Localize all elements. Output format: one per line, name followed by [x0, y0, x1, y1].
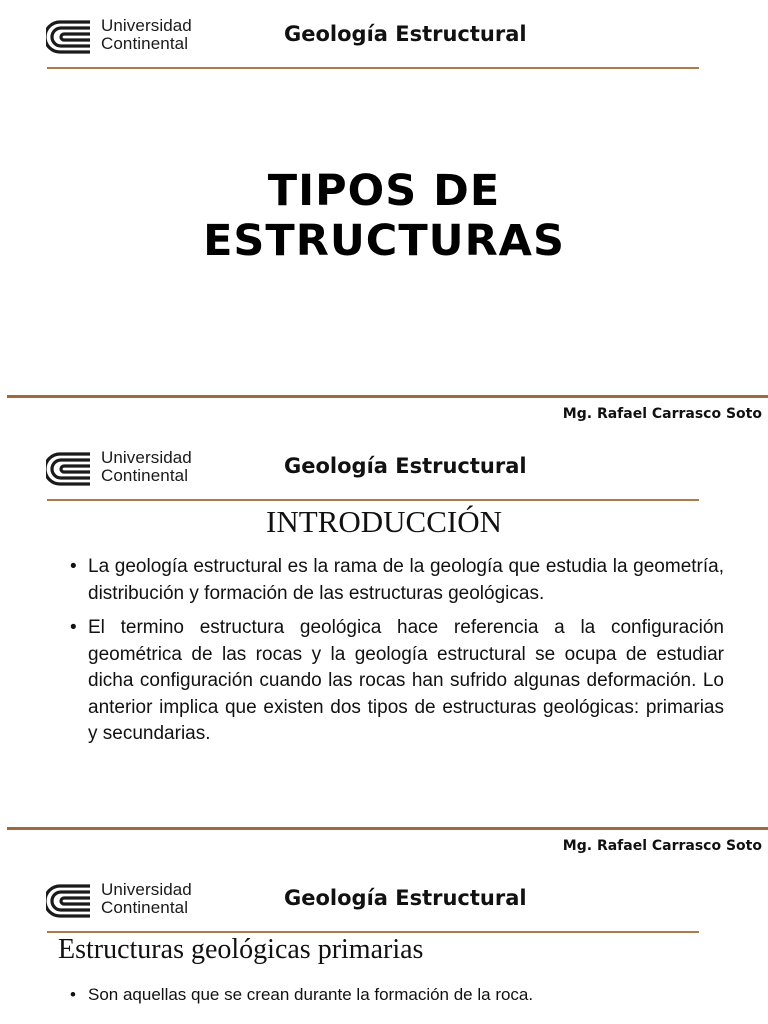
logo-mark-icon	[46, 452, 92, 486]
logo-line2: Continental	[101, 466, 189, 485]
title-line2: ESTRUCTURAS	[203, 216, 565, 266]
logo-line1: Universidad	[101, 16, 192, 35]
section-title: Estructuras geológicas primarias	[58, 934, 424, 965]
author-name: Mg. Rafael Carrasco Soto	[562, 406, 762, 422]
bullet-item: • La geología estructural es la rama de la geología que estudia la geometría, distribución y formación de las estructuras geológicas.	[70, 554, 724, 607]
logo-line2: Continental	[101, 34, 189, 53]
slide-introduction	[0, 432, 768, 864]
bullet-item: • El termino estructura geológica hace referencia a la configuración geométrica de las rocas y la geología estructural se ocupa de estudiar dicha configuración cuando las rocas han sufrido algunas deformación. Lo anterior implica que existen dos tipos de estructuras geológicas: primarias y secundarias.	[70, 615, 724, 748]
university-logo	[46, 882, 246, 920]
bullet-list	[70, 554, 724, 756]
section-title: INTRODUCCIÓN	[266, 504, 502, 539]
course-title: Geología Estructural	[284, 22, 527, 46]
slide-primary-structures	[0, 864, 768, 1024]
university-logo	[46, 18, 246, 56]
bullet-list	[70, 982, 724, 1017]
header-divider	[47, 931, 699, 933]
slide-title	[0, 0, 768, 432]
logo-line1: Universidad	[101, 880, 192, 899]
logo-line2: Continental	[101, 898, 189, 917]
header-divider	[47, 67, 699, 69]
logo-mark-icon	[46, 884, 92, 918]
university-logo	[46, 450, 246, 488]
logo-mark-icon	[46, 20, 92, 54]
bullet-item: • Son aquellas que se crean durante la formación de la roca.	[70, 982, 724, 1009]
footer-divider	[7, 395, 768, 398]
header-divider	[47, 499, 699, 501]
logo-line1: Universidad	[101, 448, 192, 467]
slide-main-title	[0, 166, 768, 266]
author-name: Mg. Rafael Carrasco Soto	[562, 838, 762, 854]
footer-divider	[7, 827, 768, 830]
course-title: Geología Estructural	[284, 454, 527, 478]
title-line1: TIPOS DE	[267, 166, 501, 216]
course-title: Geología Estructural	[284, 886, 527, 910]
